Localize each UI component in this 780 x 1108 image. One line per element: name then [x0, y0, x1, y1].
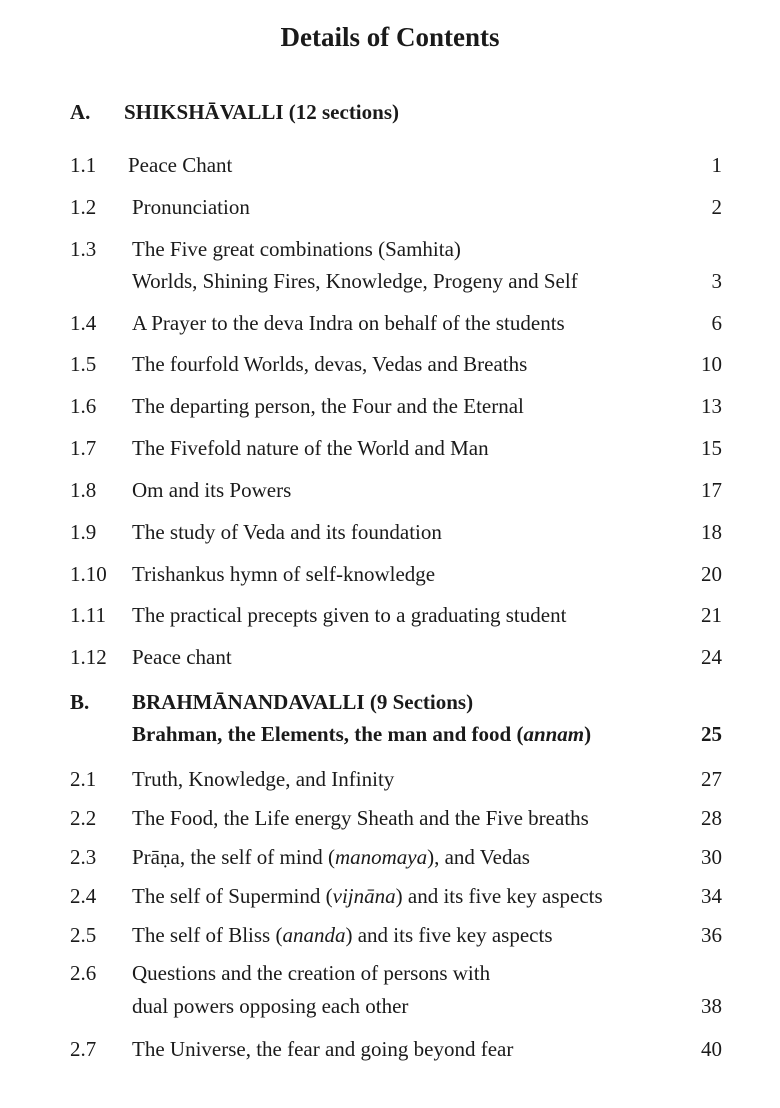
entry-title [132, 719, 591, 749]
entry-number: 2.4 [70, 884, 97, 908]
entry-title-text: The fourfold Worlds, devas, Vedas and Breaths [132, 352, 528, 376]
toc-entry [0, 475, 780, 505]
entry-number: 1.3 [70, 237, 97, 261]
page-number: 2 [711, 195, 722, 219]
entry-title-text: ) and its five key aspects [395, 884, 603, 908]
entry-number: 1.9 [70, 520, 97, 544]
entry-title [132, 559, 435, 589]
entry-title-text: A Prayer to the deva Indra on behalf of the students [132, 311, 565, 335]
entry-title-text: The Five great combinations (Samhita) [132, 237, 461, 261]
entry-title-text: Om and its Powers [132, 478, 292, 502]
page-number: 10 [701, 352, 722, 376]
entry-number: 1.12 [70, 645, 107, 669]
page-number: 30 [701, 845, 722, 869]
entry-number: 1.1 [70, 153, 97, 177]
page-number: 38 [701, 994, 722, 1018]
entry-title [132, 881, 603, 911]
entry-title-text: Questions and the creation of persons with [132, 961, 491, 985]
entry-title-text: The study of Veda and its foundation [132, 520, 442, 544]
section-heading [0, 687, 780, 717]
toc-entry [0, 958, 780, 988]
page-number: 28 [701, 806, 722, 830]
toc-entry [0, 266, 780, 296]
entry-title-text: ), and Vedas [427, 845, 530, 869]
toc-entry [0, 920, 780, 950]
entry-title-text: The self of Supermind ( [132, 884, 333, 908]
entry-title-italic: manomaya [334, 845, 428, 869]
entry-number: 1.11 [70, 603, 106, 627]
entry-title-text: Truth, Knowledge, and Infinity [132, 767, 395, 791]
entry-title [128, 150, 232, 180]
toc-entry [0, 349, 780, 379]
entry-title [132, 517, 442, 547]
toc-entry [0, 150, 780, 180]
toc-entry [0, 234, 780, 264]
entry-title [132, 308, 565, 338]
entry-title-text: Brahman, the Elements, the man and food ( [132, 722, 524, 746]
toc-entry [0, 517, 780, 547]
toc-entry [0, 881, 780, 911]
entry-title [132, 687, 473, 717]
entry-number: 2.1 [70, 767, 97, 791]
page-number: 6 [711, 311, 722, 335]
toc-entry [0, 642, 780, 672]
entry-title-text: Peace Chant [128, 153, 233, 177]
entry-title [132, 349, 527, 379]
entry-title [124, 97, 399, 127]
entry-title-text: The Food, the Life energy Sheath and the Five breaths [132, 806, 589, 830]
page-number: 25 [701, 722, 722, 746]
page-number: 3 [711, 269, 722, 293]
entry-title [132, 391, 524, 421]
toc-entry [0, 559, 780, 589]
toc-entry [0, 308, 780, 338]
toc-entry [0, 192, 780, 222]
entry-number: 2.3 [70, 845, 97, 869]
section-heading [0, 719, 780, 749]
entry-title-text: Prāṇa, the self of mind ( [132, 845, 335, 869]
page-number: 15 [701, 436, 722, 460]
entry-title [132, 642, 232, 672]
entry-title-text: The departing person, the Four and the Eternal [132, 394, 524, 418]
entry-title-text: The Fivefold nature of the World and Man [132, 436, 489, 460]
page-number: 20 [701, 562, 722, 586]
page-number: 34 [701, 884, 722, 908]
page-number: 1 [711, 153, 722, 177]
entry-title [132, 266, 578, 296]
entry-title [132, 234, 461, 264]
entry-title-text: The Universe, the fear and going beyond fear [132, 1037, 514, 1061]
entry-title-text: The self of Bliss ( [132, 923, 283, 947]
entry-title [132, 192, 250, 222]
toc-entry [0, 803, 780, 833]
entry-title [132, 803, 589, 833]
entry-title-text: Pronunciation [132, 195, 250, 219]
entry-number: 2.5 [70, 923, 97, 947]
page-number: 27 [701, 767, 722, 791]
toc-entry [0, 433, 780, 463]
section-heading [0, 97, 780, 127]
entry-title [132, 1034, 513, 1064]
page-number: 17 [701, 478, 722, 502]
entry-number: 1.4 [70, 311, 97, 335]
entry-number: 1.8 [70, 478, 97, 502]
entry-title-italic: vijnāna [332, 884, 396, 908]
entry-title [132, 920, 553, 950]
entry-title-text: BRAHMĀNANDAVALLI (9 Sections) [132, 690, 474, 714]
entry-title-text: dual powers opposing each other [132, 994, 409, 1018]
page-number: 13 [701, 394, 722, 418]
entry-title-italic: ananda [282, 923, 346, 947]
page-number: 21 [701, 603, 722, 627]
entry-number: 1.6 [70, 394, 97, 418]
entry-number: 1.7 [70, 436, 97, 460]
entry-title [132, 433, 489, 463]
page-number: 36 [701, 923, 722, 947]
entry-title-text: ) and its five key aspects [345, 923, 553, 947]
page-number: 40 [701, 1037, 722, 1061]
toc-entry [0, 1034, 780, 1064]
page-number: 24 [701, 645, 722, 669]
entry-title-text: ) [584, 722, 592, 746]
entry-number: 1.5 [70, 352, 97, 376]
entry-title [132, 600, 566, 630]
entry-number: 2.6 [70, 961, 97, 985]
entry-title [132, 991, 408, 1021]
entry-title-text: Worlds, Shining Fires, Knowledge, Progeny and Self [132, 269, 578, 293]
entry-number: A. [70, 100, 91, 124]
entry-title [132, 764, 394, 794]
entry-title [132, 958, 490, 988]
entry-title-italic: annam [523, 722, 585, 746]
toc-entry [0, 764, 780, 794]
entry-title-text: Trishankus hymn of self-knowledge [132, 562, 436, 586]
toc-entry [0, 391, 780, 421]
page-title: Details of Contents [280, 22, 500, 52]
toc-entry [0, 842, 780, 872]
entry-title [132, 842, 530, 872]
toc-entry [0, 600, 780, 630]
toc-entry [0, 991, 780, 1021]
entry-number: B. [70, 690, 90, 714]
entry-title [132, 475, 291, 505]
entry-number: 2.7 [70, 1037, 97, 1061]
entry-number: 1.2 [70, 195, 97, 219]
entry-number: 2.2 [70, 806, 97, 830]
page-number: 18 [701, 520, 722, 544]
entry-title-text: Peace chant [132, 645, 232, 669]
entry-title-text: The practical precepts given to a graduating student [132, 603, 567, 627]
entry-title-text: SHIKSHĀVALLI (12 sections) [124, 100, 399, 124]
entry-number: 1.10 [70, 562, 107, 586]
